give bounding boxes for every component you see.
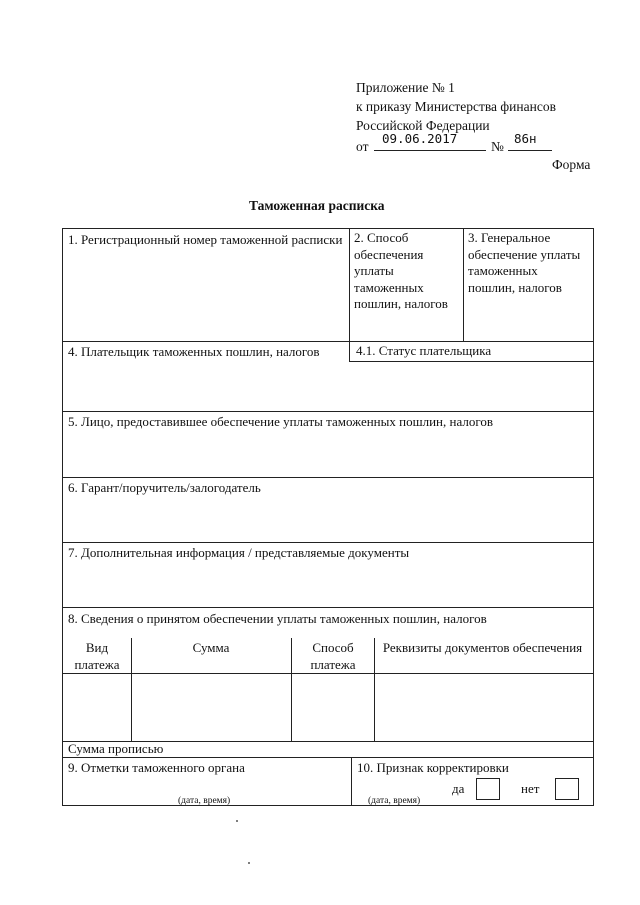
correction-yes-label: да	[452, 781, 465, 796]
appendix-label: Приложение № 1	[356, 80, 455, 95]
field-3-general-security: 3. Генеральное обеспечение уплаты таможенных пошлин, налогов	[468, 230, 581, 295]
correction-yes-checkbox[interactable]	[476, 778, 500, 800]
column-security-documents: Реквизиты документов обеспечения	[382, 640, 583, 655]
order-number: 86н	[514, 131, 537, 146]
date-underline	[374, 150, 486, 151]
sum-in-words: Сумма прописью	[68, 741, 164, 756]
correction-no-label: нет	[521, 781, 540, 796]
field-1-registration-number: 1. Регистрационный номер таможенной расписки	[68, 232, 343, 247]
field-4-payer: 4. Плательщик таможенных пошлин, налогов	[68, 344, 320, 359]
number-prefix: №	[491, 139, 504, 154]
field-2-security-method: 2. Способ обеспечения уплаты таможенных пошлин, налогов	[354, 230, 448, 311]
field-7-additional-info: 7. Дополнительная информация / представляемые документы	[68, 545, 410, 560]
date-prefix: от	[356, 139, 369, 154]
field-5-security-provider: 5. Лицо, предоставившее обеспечение уплаты таможенных пошлин, налогов	[68, 414, 493, 429]
form-label: Форма	[552, 157, 591, 172]
federation-line: Российской Федерации	[356, 118, 490, 133]
column-payment-type: Вид платежа	[74, 640, 120, 672]
scan-speck	[236, 820, 238, 822]
field-9-datetime-caption: (дата, время)	[178, 796, 231, 806]
correction-no-checkbox[interactable]	[555, 778, 579, 800]
field-8-accepted-security: 8. Сведения о принятом обеспечении уплаты таможенных пошлин, налогов	[68, 611, 487, 626]
field-6-guarantor: 6. Гарант/поручитель/залогодатель	[68, 480, 261, 495]
column-payment-method: Способ платежа	[310, 640, 356, 672]
column-amount: Сумма	[192, 640, 230, 655]
number-underline	[508, 150, 552, 151]
field-10-correction-flag: 10. Признак корректировки	[357, 760, 509, 775]
field-4-1-payer-status: 4.1. Статус плательщика	[356, 343, 492, 358]
field-9-customs-marks: 9. Отметки таможенного органа	[68, 760, 245, 775]
document-title: Таможенная расписка	[249, 198, 385, 213]
order-line: к приказу Министерства финансов	[356, 99, 556, 114]
order-date: 09.06.2017	[382, 131, 458, 146]
field-10-datetime-caption: (дата, время)	[368, 796, 421, 806]
scan-speck	[248, 862, 250, 864]
